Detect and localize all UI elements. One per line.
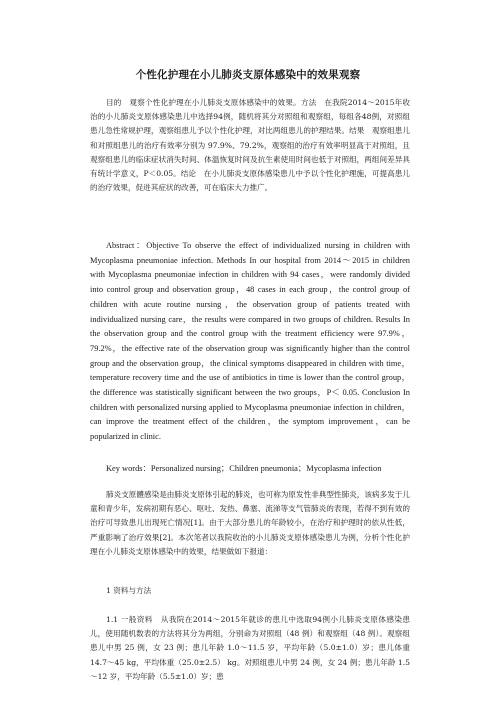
keywords-text: Key words：Personalized nursing；Children pneumonia；Mycoplasma infection: [106, 464, 382, 473]
english-abstract: [90, 239, 410, 445]
paper-title: 个性化护理在小儿肺炎支原体感染中的效果观察: [135, 69, 361, 81]
section-heading: [90, 584, 410, 598]
chinese-abstract: [90, 96, 410, 195]
section-heading-text: 1 资料与方法: [106, 586, 152, 595]
english-abstract-text: Abstract：Objective To observe the effect of individualized nursing in children with Mycoplasma pneumoniae infection. Methods In our hospital from 2014～2015 in children with Mycoplasma pneumoniae infection in children with 94 cases，were randomly divided into control group and observation group，48 cases in each group，the control group of children with acute routine nursing，the observation group of patients treated with individualized nursing care，the results were compared in two groups of children. Results In the observation group and the control group with the treatment efficiency were 97.9%，79.2%，the effective rate of the observation group was significantly higher than the control group and the observation group，the clinical symptoms disappeared in children with time，temperature recovery time and the use of antibiotics in time is lower than the control group，the difference was statistically significant between the two groups，P＜ 0.05. Conclusion In children with personalized nursing applied to Mycoplasma pneumoniae infection in children，can improve the treatment effect of the children，the symptom improvement，can be popularized in clinic.: [90, 241, 410, 442]
introduction-text: 肺炎支原體感染是由肺炎支原体引起的肺炎，也可称为原发性非典型性肺炎，该病多发于儿童和青少年，发病初期有恶心、呕吐、发热、鼻塞、流涕等支气管肺炎的表现，若得不到有效的治疗可导致患儿出现死亡情况[1]。由于大部分患儿的年龄较小，在治疗和护理时的依从性低，严重影响了治疗效果[2]。本次笔者以我院收治的小儿肺炎支原体感染患儿为例，分析个性化护理在小儿肺炎支原体感染中的效果，结果做如下报道：: [90, 490, 410, 556]
section-body-text: 1.1 一般资料 从我院在2014～2015年就诊的患儿中选取94例小儿肺炎支原体感染患儿，使用随机数表的方法将其分为两组，分别命为对照组（48 例）和观察组（48 例）。观察组患儿中男 25 例，女 23 例；患儿年龄 1.0～11.5 岁，平均年龄（5.0±1.0）岁；患儿体重 14.7～45 kg，平均体重（25.0±2.5） kg。对照组患儿中男 24 例，女 24 例；患儿年龄 1.5～12 岁，平均年龄（5.5±1.0）岁；患: [90, 615, 410, 681]
section-body: [90, 613, 410, 684]
chinese-abstract-text: 目的 观察个性化护理在小儿肺炎支原体感染中的效果。方法 在我院2014～2015年收治的小儿肺炎支原体感染患儿中选择94例，随机将其分对照组和观察组，每组各48例，对照组患儿急性常规护理，观察组患儿予以个性化护理，对比两组患儿的护理结果。结果 观察组患儿和对照组患儿的治疗有效率分别为 97.9%、79.2%，观察组的治疗有效率明显高于对照组，且观察组患儿的临床症状消失时间、体温恢复时间及抗生素使用时间也低于对照组，两组间差异具有统计学意义，P＜0.05。结论 在小儿肺炎支原体感染患儿中予以个性化护理施，可提高患儿的治疗效果，促进其症状的改善，可在临床大力推广。: [90, 98, 410, 193]
introduction: [90, 488, 410, 559]
keywords: [90, 462, 410, 477]
